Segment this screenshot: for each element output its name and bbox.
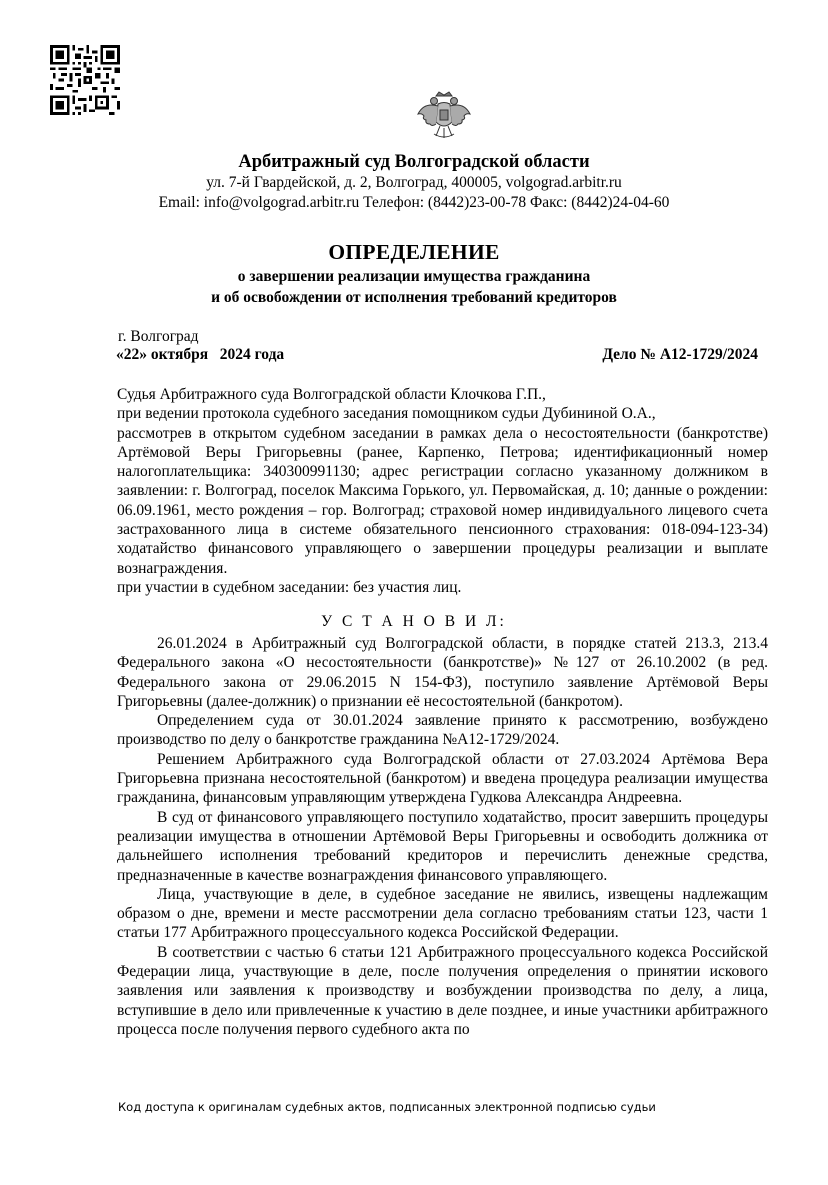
case-description: рассмотрев в открытом судебном заседании в рамках дела о несостоятельности (банкротстве) Артёмовой Веры Григорьевны (ранее, Карпенко, Петрова; идентификационный номер налогоплательщика: 340300991130; адрес регистрации согласно указанному должником в заявлении: г. Волгоград, поселок Максима Горького, ул. Первомайская, д. 10; данные о рождении: 06.09.1961, место рождения – гор. Волгоград; страховой номер индивидуального лицевого счета застрахованного лица в системе обязательного пенсионного страхования: 018-094-123-34) ходатайство финансового управляющего о завершении процедуры реализации и выплате вознаграждения.: [117, 424, 768, 577]
document-date: «22» октября 2024 года: [116, 346, 285, 363]
main-section: [117, 634, 768, 1039]
body-paragraph: В суд от финансового управляющего поступило ходатайство, просит завершить процедуры реализации имущества в отношении Артёмовой Веры Григорьевны и освободить должника от дальнейшего исполнения требований кредиторов и перечислить денежные средства, предназначенные в качестве вознаграждения финансового управляющего.: [117, 808, 768, 884]
court-contacts: Email: info@volgograd.arbitr.ru Телефон: (8442)23-00-78 Факс: (8442)24-04-60: [158, 194, 670, 211]
intro-section: [117, 385, 768, 597]
footer-access-code-note: Код доступа к оригиналам судебных актов, подписанных электронной подписью судьи: [118, 1100, 656, 1114]
body-paragraph: Определением суда от 30.01.2024 заявление принято к рассмотрению, возбуждено производство по делу о банкротстве гражданина №А12-1729/2024.: [117, 712, 768, 749]
court-name: Арбитражный суд Волгоградской области: [238, 152, 590, 172]
document-type-title: ОПРЕДЕЛЕНИЕ: [328, 240, 500, 264]
document-subtitle-line2: и об освобождении от исполнения требований кредиторов: [211, 289, 617, 306]
city: г. Волгоград: [118, 328, 199, 345]
participants-line: при участии в судебном заседании: без участия лиц.: [117, 578, 462, 596]
court-address: ул. 7-й Гвардейской, д. 2, Волгоград, 400005, volgograd.arbitr.ru: [206, 174, 622, 191]
body-paragraph: Решением Арбитражного суда Волгоградской области от 27.03.2024 Артёмова Вера Григорьевна признана несостоятельной (банкротом) и введена процедура реализации имущества гражданина, финансовым управляющим утверждена Гудкова Александра Андреевна.: [117, 750, 768, 807]
document-subtitle-line1: о завершении реализации имущества гражданина: [237, 268, 591, 285]
body-paragraph: Лица, участвующие в деле, в судебное заседание не явились, извещены надлежащим образом о дне, времени и месте рассмотрении дела согласно требованиям статьи 123, части 1 статьи 177 Арбитражного процессуального кодекса Российской Федерации.: [117, 885, 768, 942]
ustanovil-heading: У С Т А Н О В И Л:: [321, 613, 507, 630]
secretary-line: при ведении протокола судебного заседания помощником судьи Дубининой О.А.,: [117, 405, 656, 423]
body-paragraph: В соответствии с частью 6 статьи 121 Арбитражного процессуального кодекса Российской Федерации лица, участвующие в деле, после получения определения о принятии искового заявления или заявления к производству и возбуждении производства по делу, а лица, вступившие в дело или привлеченные к участию в деле позднее, и иные участники арбитражного процесса после получения первого судебного акта по: [117, 943, 768, 1038]
case-number: Дело № А12-1729/2024: [602, 346, 758, 363]
judge-line: Судья Арбитражного суда Волгоградской области Клочкова Г.П.,: [117, 386, 546, 403]
body-paragraph: 26.01.2024 в Арбитражный суд Волгоградской области, в порядке статей 213.3, 213.4 Федерального закона «О несостоятельности (банкротстве)» №127 от 26.10.2002 (в ред. Федерального закона от 29.06.2015 N 154-ФЗ), поступило заявление Артёмовой Веры Григорьевны (далее-должник) о признании её несостоятельной (банкротом).: [117, 635, 768, 710]
qr-code-icon: [50, 45, 120, 115]
russian-coat-of-arms-icon: [414, 84, 474, 144]
